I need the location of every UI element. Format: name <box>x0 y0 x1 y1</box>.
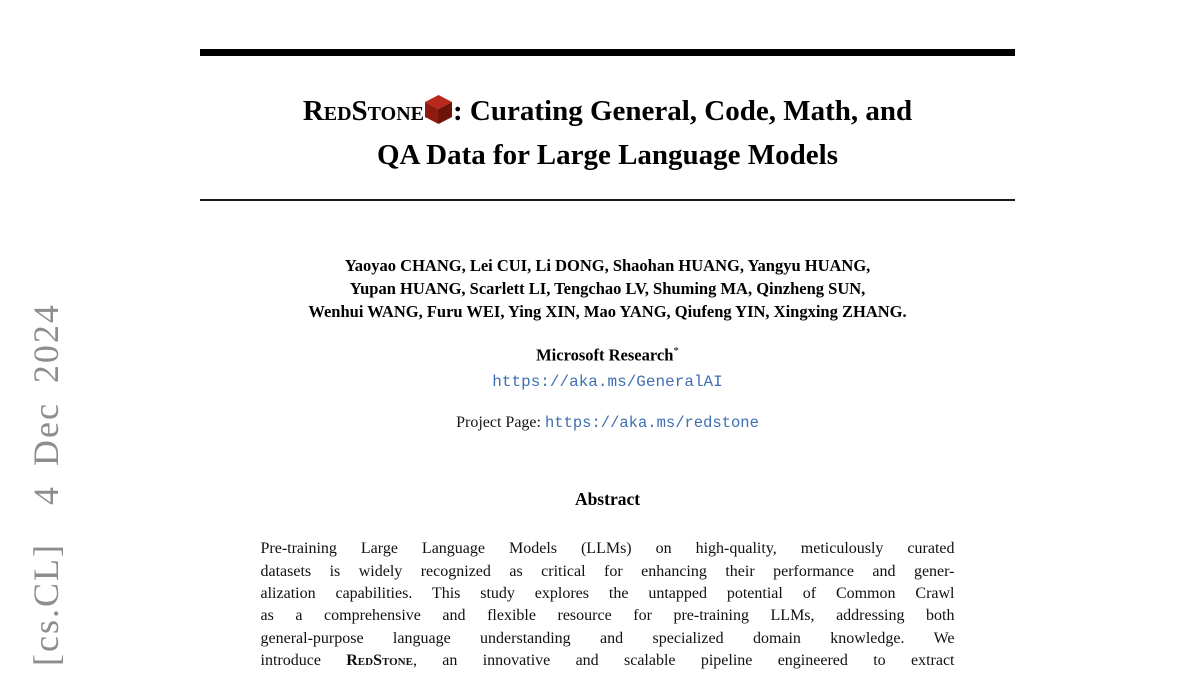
abstract-line6-pre: introduce <box>260 652 347 670</box>
arxiv-stamp: [cs.CL] 4 Dec 2024 <box>26 303 66 666</box>
title-line1-rest: : Curating General, Code, Math, and <box>453 95 913 127</box>
title-rule <box>200 199 1015 201</box>
abstract-line6-brand: RedStone <box>346 652 413 670</box>
affiliation-name: Microsoft Research <box>536 345 674 365</box>
content-column <box>200 0 1015 672</box>
abstract-line: alization capabilities. This study explores the untapped potential of Common Crawl <box>260 584 955 602</box>
project-page-label: Project Page: <box>456 414 545 432</box>
abstract-line: Pre-training Large Language Models (LLMs) on high-quality, meticulously curated <box>260 540 955 558</box>
abstract-line <box>261 650 955 672</box>
top-rule <box>200 49 1015 56</box>
general-ai-link[interactable]: https://aka.ms/GeneralAI <box>492 373 723 392</box>
abstract-line: datasets is widely recognized as critical for enhancing their performance and gener- <box>260 562 955 580</box>
affiliation-url-line <box>200 372 1015 392</box>
affiliation-footnote-marker: * <box>673 344 679 357</box>
abstract-line: as a comprehensive and flexible resource for pre-training LLMs, addressing both <box>260 607 955 625</box>
authors-block <box>200 254 1015 324</box>
title-brand: RedStone <box>302 95 424 127</box>
authors-line: Wenhui WANG, Furu WEI, Ying XIN, Mao YANG, Qiufeng YIN, Xingxing ZHANG. <box>308 302 907 322</box>
abstract-heading: Abstract <box>574 489 641 510</box>
project-page-link[interactable]: https://aka.ms/redstone <box>544 414 759 433</box>
affiliation <box>200 341 1015 366</box>
redstone-cube-icon <box>425 95 452 135</box>
authors-line: Yupan HUANG, Scarlett LI, Tengchao LV, Shuming MA, Qinzheng SUN, <box>349 279 866 299</box>
paper-title <box>200 91 1015 175</box>
authors-line: Yaoyao CHANG, Lei CUI, Li DONG, Shaohan HUANG, Yangyu HUANG, <box>344 256 871 275</box>
abstract-line: general-purpose language understanding and specialized domain knowledge. We <box>260 629 955 647</box>
abstract-body <box>261 538 955 672</box>
abstract-line6-post: , an innovative and scalable pipeline engineered to extract <box>412 652 955 670</box>
title-line2: QA Data for Large Language Models <box>376 139 839 171</box>
project-page-line <box>200 412 1015 434</box>
